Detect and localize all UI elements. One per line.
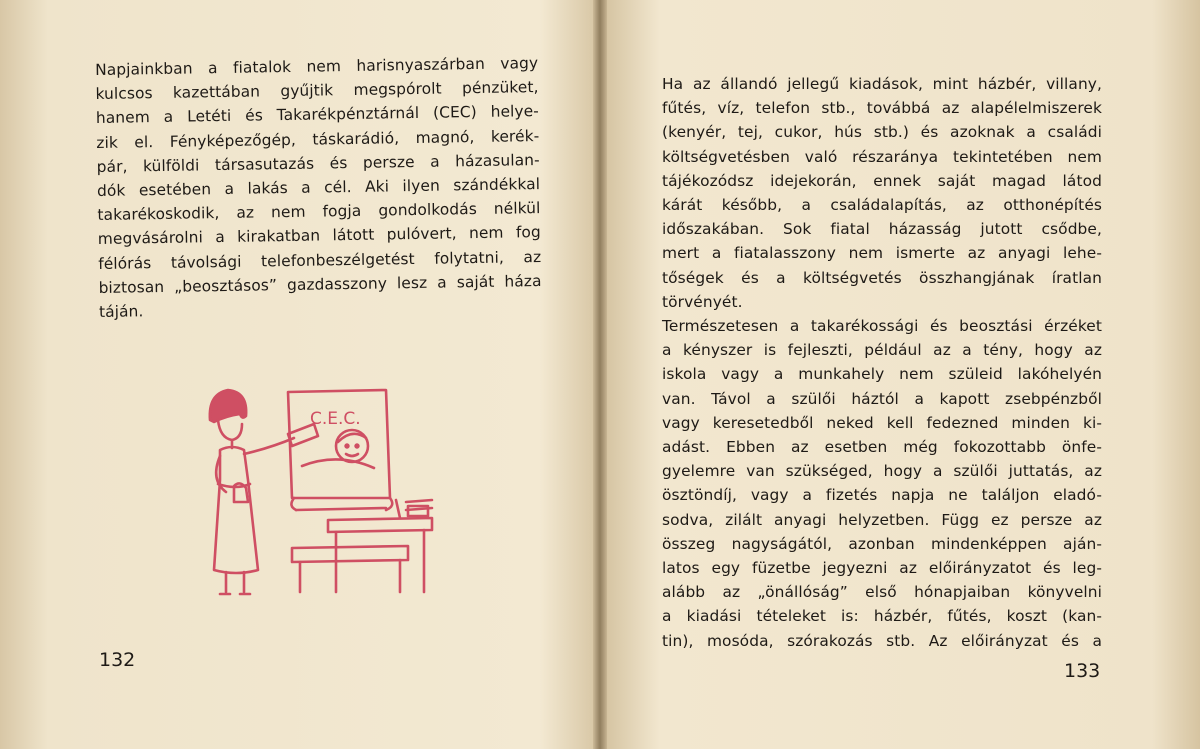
cec-sign-label: C.E.C. <box>310 409 361 429</box>
text-line: időszakában. Sok fiatal házasság jutott csődbe, <box>662 220 1102 239</box>
text-line: tin), mosóda, szórakozás stb. Az előirányzat és a <box>662 631 1102 650</box>
text-line: gyelemre van szükséged, hogy a szülői juttatás, az <box>662 462 1102 481</box>
text-line: Napjainkban a fiatalok nem harisnyaszárban vagy <box>95 54 539 79</box>
text-line: mert a fiatalasszony nem ismerte az anyagi lehe- <box>662 244 1102 263</box>
text-line: kárát később, a családalapítás, az otthonépítés <box>662 196 1102 215</box>
cec-counter-illustration <box>196 380 456 610</box>
text-line: megvásárolni a kirakatban látott pulóvert, nem fog <box>97 223 541 249</box>
text-line: hanem a Letéti és Takarékpénztárnál (CEC) helye- <box>95 102 540 128</box>
text-line: latos egy füzetbe jegyezni az előirányzatot és leg- <box>662 559 1102 578</box>
text-line: vagy keresetedből neked kell fedezned minden ki- <box>662 413 1102 432</box>
text-line: a kiadási tételeket is: házbér, fűtés, koszt (kan- <box>662 607 1102 626</box>
left-page <box>0 0 596 749</box>
text-line: adást. Ebben az esetben még fokozottabb önfe- <box>662 438 1102 457</box>
text-line: táján. <box>98 302 144 321</box>
right-page <box>604 0 1200 749</box>
text-line: költségvetésben való részaránya tekintetében nem <box>662 147 1102 166</box>
text-line: Természetesen a takarékossági és beosztási érzéket <box>662 317 1102 336</box>
page-number: 133 <box>1064 660 1101 682</box>
text-line: Ha az állandó jellegű kiadások, mint házbér, villany, <box>662 75 1102 93</box>
text-line: pár, külföldi társasutazás és persze a házasulan- <box>96 150 540 176</box>
page-number: 132 <box>99 649 136 671</box>
text-line: takarékoskodik, az nem fogja gondolkodás nélkül <box>97 199 541 225</box>
text-line: alább az „önállóság” első hónapjaiban könyvelni <box>662 583 1102 602</box>
left-page-text <box>95 51 542 324</box>
text-line: dók esetében a lakás a cél. Aki ilyen szándékkal <box>96 175 541 200</box>
text-line: törvényét. <box>662 292 743 311</box>
text-line: összeg nagyságától, azonban mindenképpen aján- <box>662 534 1102 553</box>
text-line: a kényszer is fejleszti, például az a tény, hogy az <box>662 341 1102 360</box>
text-line: tőségek és a költségvetés összhangjának íratlan <box>662 268 1102 287</box>
text-line: tájékozódsz idejekorán, ennek saját magad látod <box>662 171 1102 190</box>
text-line: fűtés, víz, telefon stb., továbbá az alapélelmiszerek <box>662 99 1102 118</box>
text-line: (kenyér, tej, cukor, hús stb.) és azoknak a családi <box>662 123 1102 142</box>
text-line: sodva, zilált anyagi helyzetben. Függ ez persze az <box>662 510 1102 529</box>
illustration-drawing <box>196 380 456 610</box>
text-line: kulcsos kazettában gyűjtik megspórolt pénzüket, <box>95 78 539 104</box>
text-line: iskola vagy a munkahely nem szüleid lakóhelyén <box>662 365 1102 384</box>
text-line: biztosan „beosztásos” gazdasszony lesz a saját háza <box>98 271 542 297</box>
text-line: van. Távol a szülői háztól a kapott zsebpénzből <box>662 389 1102 408</box>
right-page-text <box>662 72 1102 653</box>
text-line: zik el. Fényképezőgép, táskarádió, magnó, kerék- <box>96 126 540 152</box>
text-line: ösztöndíj, vagy a fizetés napja ne találjon eladó- <box>662 486 1102 505</box>
text-line: félórás távolsági telefonbeszélgetést folytatni, az <box>98 247 542 273</box>
